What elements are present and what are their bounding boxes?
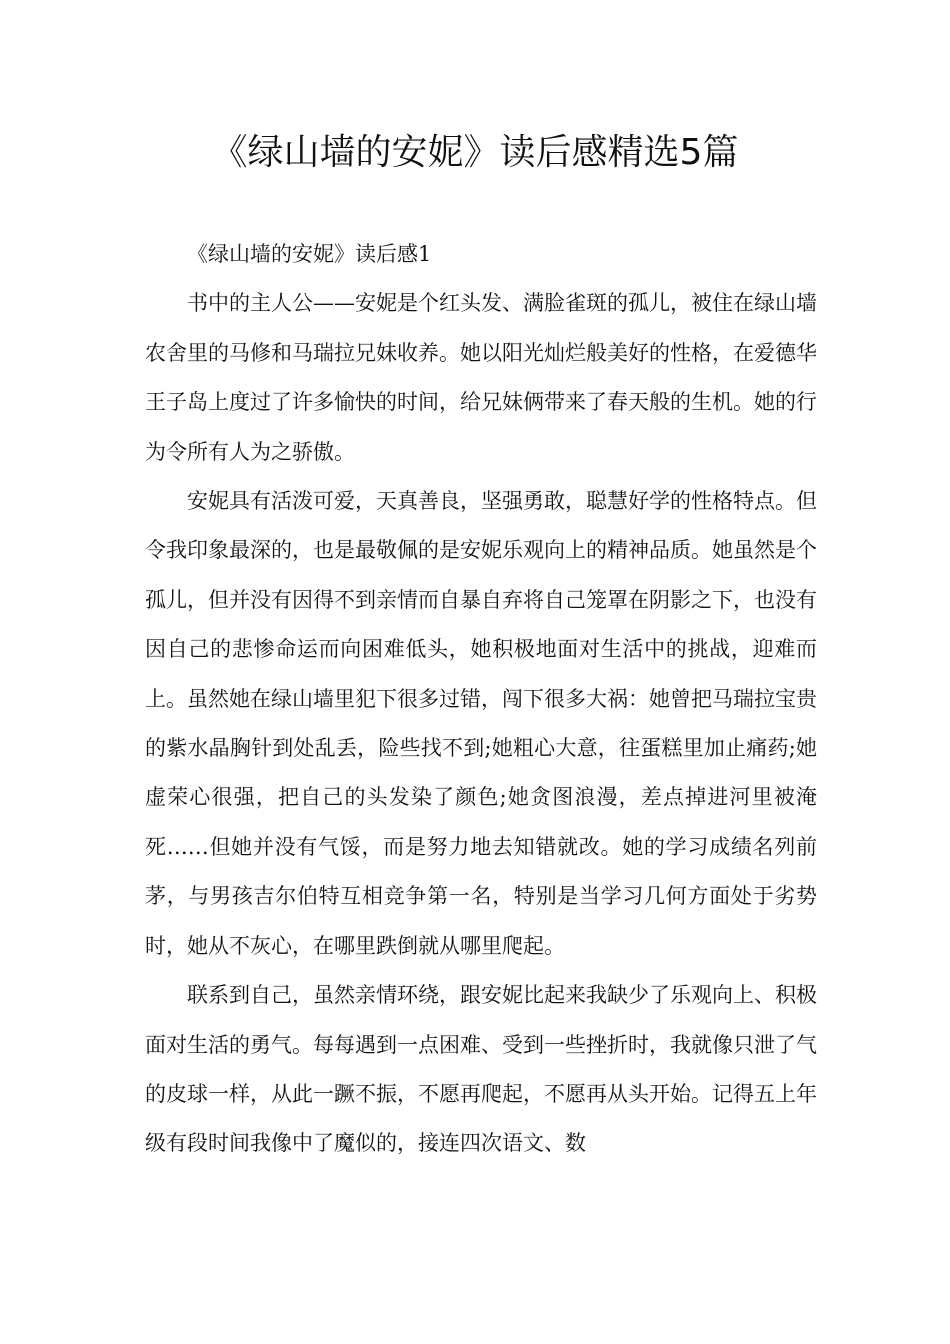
section-heading: 《绿山墙的安妮》读后感1 (187, 242, 432, 266)
paragraph-2: 安妮具有活泼可爱，天真善良，坚强勇敢，聪慧好学的性格特点。但令我印象最深的，也是最敬佩的是安妮乐观向上的精神品质。她虽然是个孤儿，但并没有因得不到亲情而自暴自弃将自己笼罩在阴影之下，也没有因自己的悲惨命运而向困难低头，她积极地面对生活中的挑战，迎难而上。虽然她在绿山墙里犯下很多过错，闯下很多大祸：她曾把马瑞拉宝贵的紫水晶胸针到处乱丢，险些找不到;她粗心大意，往蛋糕里加止痛药;她虚荣心很强，把自己的头发染了颜色;她贪图浪漫，差点掉进河里被淹死……但她并没有气馁，而是努力地去知错就改。她的学习成绩名列前茅，与男孩吉尔伯特互相竞争第一名，特别是当学习几何方面处于劣势时，她从不灰心，在哪里跌倒就从哪里爬起。 (145, 489, 817, 958)
document-title: 《绿山墙的安妮》读后感精选5篇 (211, 132, 739, 173)
document-body (145, 230, 817, 1169)
paragraph-3: 联系到自己，虽然亲情环绕，跟安妮比起来我缺少了乐观向上、积极面对生活的勇气。每每遇到一点困难、受到一些挫折时，我就像只泄了气的皮球一样，从此一蹶不振，不愿再爬起，不愿再从头开始。记得五上年级有段时间我像中了魔似的，接连四次语文、数 (145, 983, 817, 1156)
paragraph-1: 书中的主人公——安妮是个红头发、满脸雀斑的孤儿，被住在绿山墙农舍里的马修和马瑞拉兄妹收养。她以阳光灿烂般美好的性格，在爱德华王子岛上度过了许多愉快的时间，给兄妹俩带来了春天般的生机。她的行为令所有人为之骄傲。 (145, 291, 817, 464)
